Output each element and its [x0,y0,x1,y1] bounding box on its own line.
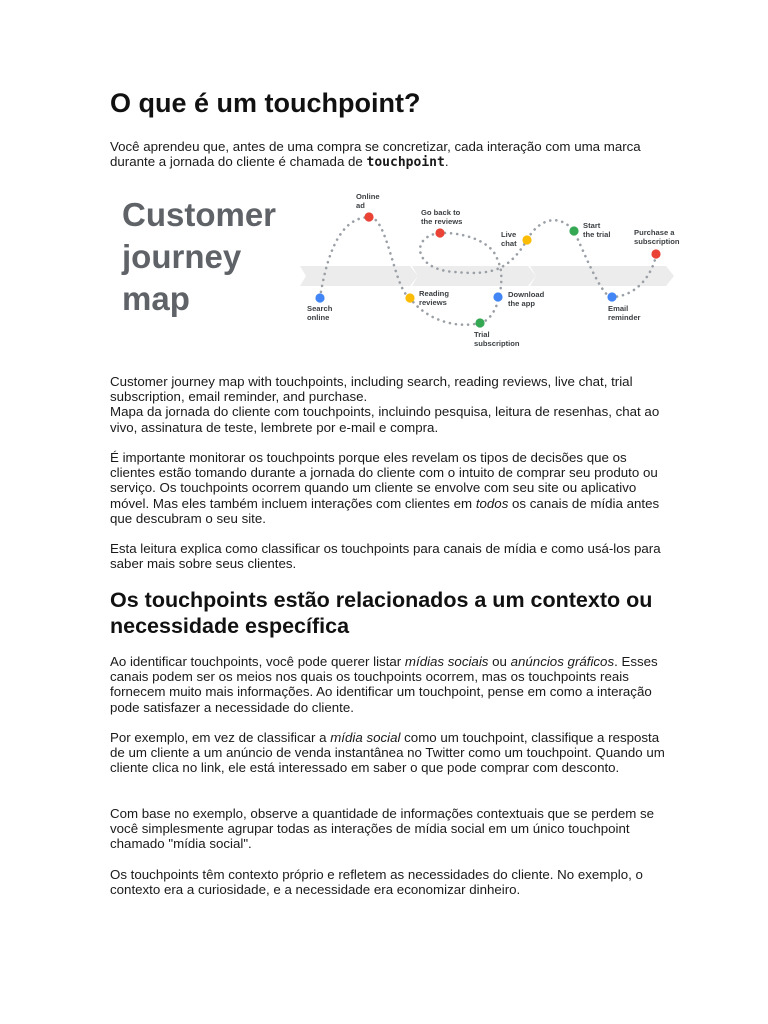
touchpoint-label-6-line-1: Download [508,290,545,299]
touchpoint-label-5-line-1: Go back to [421,208,461,217]
touchpoint-label-7-line-1: Live [501,230,517,239]
touchpoint-label-6-line-2: the app [508,299,536,308]
journey-arrow-band [300,266,674,286]
touchpoint-dot-1 [315,293,324,302]
touchpoint-label-3-line-1: Reading [419,289,449,298]
monitor-paragraph [110,450,670,526]
figure-caption [110,374,670,435]
intro-paragraph [110,139,670,170]
figure-heading-line-3: map [122,280,190,317]
touchpoint-label-2-line-1: Online [356,192,380,201]
touchpoint-label-9-line-2: reminder [608,313,641,322]
intro-text-end: . [444,154,449,170]
touchpoint-dot-7 [522,235,531,244]
touchpoint-dot-6 [493,292,502,301]
touchpoint-label-10-line-1: Purchase a [634,228,675,237]
section-heading: Os touchpoints estão relacionados a um contexto ou necessidade específica [110,588,653,638]
channels-text-end: . Esses canais podem ser os meios nos quais os touchpoints ocorrem, mas os touchpoints reais fornecem muito mais informações. Ao identificar um touchpoint, pense em como a interação pode satisfazer a necessidade do cliente. [110,654,658,715]
touchpoint-dot-10 [651,249,660,258]
page-title: O que é um touchpoint? [110,88,421,118]
customer-journey-map-image [110,180,696,362]
figure-heading-line-1: Customer [122,196,277,233]
touchpoint-dot-9 [607,292,616,301]
touchpoint-label-1-line-1: Search [307,304,333,313]
example-text-end: como um touchpoint, classifique a resposta de um cliente a um anúncio de venda instantânea no Twitter como um touchpoint. Quando um cliente clica no link, ele está interessado em saber o que pode comprar com desconto. [110,730,665,776]
touchpoint-label-3-line-2: reviews [419,298,447,307]
touchpoint-dot-2 [364,212,373,221]
touchpoint-label-2-line-2: ad [356,201,365,210]
intro-text: Você aprendeu que, antes de uma compra se concretizar, cada interação com uma marca durante a jornada do cliente é chamada de [110,139,641,170]
touchpoint-label-4-line-2: subscription [474,339,520,348]
caption-portuguese: Mapa da jornada do cliente com touchpoints, incluindo pesquisa, leitura de resenhas, chat ao vivo, assinatura de teste, lembrete por e-mail e compra. [110,404,660,435]
context-loss-paragraph: Com base no exemplo, observe a quantidade de informações contextuais que se perdem se você simplesmente agrupar todas as interações de mídia social em um único touchpoint chamado "mídia social". [110,806,655,852]
touchpoint-label-1-line-2: online [307,313,330,322]
caption-english: Customer journey map with touchpoints, including search, reading reviews, live chat, trial subscription, email reminder, and purchase. [110,374,633,405]
touchpoint-dot-4 [475,318,484,327]
touchpoint-label-10-line-2: subscription [634,237,680,246]
touchpoint-term: touchpoint [366,155,445,171]
social-media-emphasis: mídias sociais [404,654,489,669]
channels-text: Ao identificar touchpoints, você pode querer listar [110,654,405,669]
touchpoint-label-8-line-2: the trial [583,230,611,239]
figure-heading-line-2: journey [122,238,242,275]
touchpoint-label-7-line-2: chat [501,239,517,248]
touchpoint-label-9-line-1: Email [608,304,629,313]
example-paragraph [110,730,670,776]
touchpoint-dot-3 [405,293,414,302]
channels-paragraph [110,654,670,715]
social-media-emphasis-2: mídia social [330,730,401,745]
display-ads-emphasis: anúncios gráficos [510,654,615,669]
touchpoint-label-5-line-2: the reviews [421,217,463,226]
monitor-emphasis: todos [475,495,509,511]
example-text: Por exemplo, em vez de classificar a [110,730,331,745]
touchpoint-label-4-line-1: Trial [474,330,490,339]
conclusion-paragraph: Os touchpoints têm contexto próprio e refletem as necessidades do cliente. No exemplo, o contexto era a curiosidade, e a necessidade era economizar dinheiro. [110,867,643,898]
monitor-text: É importante monitorar os touchpoints porque eles revelam os tipos de decisões que os clientes estão tomando durante a jornada do cliente com o intuito de comprar seu produto ou serviço. Os touchpoints ocorrem quando um cliente se envolve com seu site ou aplicativo móvel. Mas eles também incluem interações com clientes em [110,450,658,511]
reading-paragraph: Esta leitura explica como classificar os touchpoints para canais de mídia e como usá-los para saber mais sobre seus clientes. [110,541,661,572]
touchpoint-dot-8 [569,226,578,235]
monitor-text-end: os canais de mídia antes que descubram o seu site. [110,495,660,526]
touchpoint-label-8-line-1: Start [583,221,601,230]
touchpoint-dot-5 [435,228,444,237]
channels-text-or: ou [488,654,511,669]
